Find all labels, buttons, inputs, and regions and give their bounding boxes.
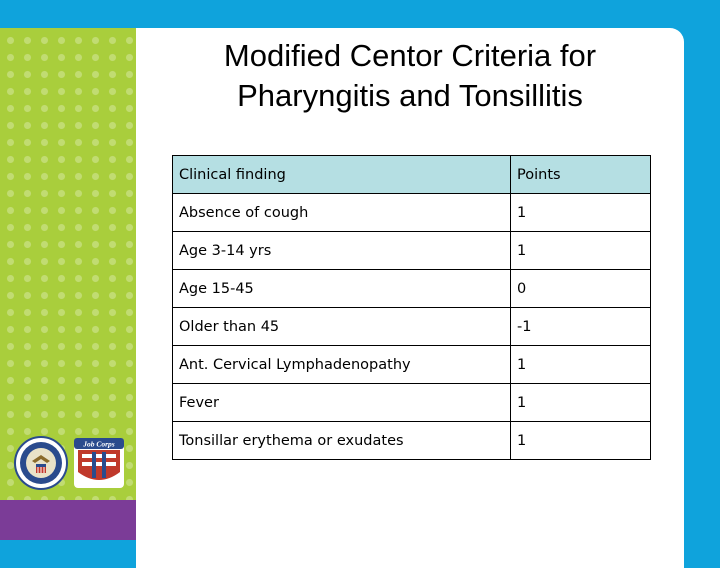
table-row xyxy=(173,384,651,422)
clinical-finding-cell: Age 3-14 yrs xyxy=(173,232,511,270)
slide-title-line-2: Pharyngitis and Tonsillitis xyxy=(237,78,583,113)
table-row xyxy=(173,422,651,460)
clinical-finding-cell: Fever xyxy=(173,384,511,422)
clinical-finding-cell: Older than 45 xyxy=(173,308,511,346)
slide-title-line-1: Modified Centor Criteria for xyxy=(223,38,597,73)
decorative-purple-strip xyxy=(0,500,150,540)
table-header-row xyxy=(173,156,651,194)
clinical-finding-cell: Ant. Cervical Lymphadenopathy xyxy=(173,346,511,384)
slide-title xyxy=(136,36,684,116)
points-cell: -1 xyxy=(511,308,651,346)
clinical-finding-cell: Absence of cough xyxy=(173,194,511,232)
points-cell: 0 xyxy=(511,270,651,308)
header-clinical-finding: Clinical finding xyxy=(173,156,511,194)
table-row xyxy=(173,308,651,346)
points-cell: 1 xyxy=(511,232,651,270)
points-cell: 1 xyxy=(511,346,651,384)
job-corps-label: Job Corps xyxy=(83,439,115,449)
table-row xyxy=(173,346,651,384)
clinical-finding-cell: Tonsillar erythema or exudates xyxy=(173,422,511,460)
header-points: Points xyxy=(511,156,651,194)
centor-criteria-table xyxy=(172,155,651,460)
slide-content xyxy=(136,28,684,568)
table-row xyxy=(173,270,651,308)
points-cell: 1 xyxy=(511,194,651,232)
logo-area xyxy=(14,434,126,492)
table-row xyxy=(173,194,651,232)
points-cell: 1 xyxy=(511,384,651,422)
table-row xyxy=(173,232,651,270)
points-cell: 1 xyxy=(511,422,651,460)
dol-seal-logo xyxy=(15,437,67,489)
job-corps-logo xyxy=(74,438,124,488)
clinical-finding-cell: Age 15-45 xyxy=(173,270,511,308)
